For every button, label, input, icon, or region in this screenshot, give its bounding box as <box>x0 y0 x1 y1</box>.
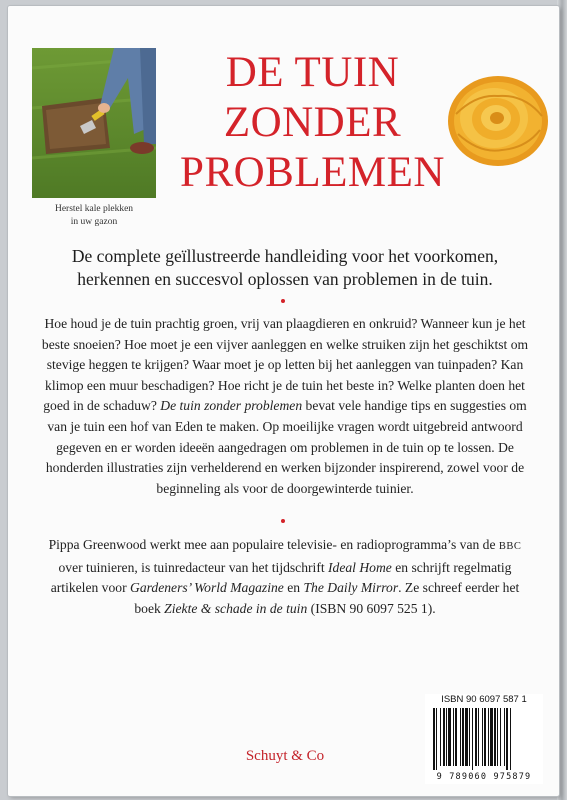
title-line-2: ZONDER <box>223 99 402 146</box>
title-line-1: DE TUIN <box>225 49 400 96</box>
isbn-label: ISBN 90 6097 587 1 <box>441 694 527 705</box>
description-questions: Hoe houd je de tuin prachtig groen, vrij van plaagdieren en onkruid? Wanneer kun je het beste snoeien? Hoe moet je een vijver aanleggen en welke struiken zijn het geschiktst om stevige heggen te krijgen? Waar moet je op letten bij het aanleggen van tuinpaden? Kan klimop een muur beschadigen? Hoe richt je de tuin het beste in? Welke planten doen het goed in de schaduw? <box>41 316 529 414</box>
bio-text-4: en <box>283 580 304 596</box>
bio-daily-mirror: The Daily Mirror <box>303 580 399 596</box>
bio-ziekte: Ziekte & schade in de tuin <box>164 600 308 616</box>
description-rest: bevat vele handige tips en suggesties om van je tuin een hof van Eden te maken. Op moeilijke vragen wordt uitgebreid antwoord gegeven en er worden ideeën aangedragen om problemen in de tuin op te lossen. De honderden illustraties zijn verhelderend en werken bijzonder inspirerend, zowel voor de beginneling als voor de doorgewinterde tuinier. <box>45 398 527 496</box>
barcode-bar <box>490 708 493 766</box>
barcode-bar <box>494 708 496 766</box>
yellow-rose-image <box>446 74 550 168</box>
author-bio <box>40 535 530 619</box>
photo-caption <box>32 203 156 229</box>
barcode-area <box>425 694 543 784</box>
title-line-3: PROBLEMEN <box>180 149 445 196</box>
separator-bullet-1 <box>281 299 285 303</box>
barcode-bar <box>488 708 489 766</box>
barcode-bar <box>440 708 441 766</box>
barcode-bar <box>504 708 505 766</box>
bio-text-5: . Ze schreef eerder het boek <box>134 580 520 616</box>
barcode-bar <box>500 708 501 766</box>
barcode-bar <box>482 708 483 766</box>
barcode-bar <box>433 708 435 770</box>
barcode-bar <box>462 708 464 766</box>
rose-icon <box>446 74 550 168</box>
barcode-bar <box>460 708 461 766</box>
bio-gardeners-world: Gardeners’ World Magazine <box>130 580 284 596</box>
separator-bullet-2 <box>281 519 285 523</box>
barcode-bar <box>484 708 486 766</box>
barcode-bar <box>453 708 454 766</box>
photo-caption-line-1: Herstel kale plekken <box>54 204 134 214</box>
bio-text-1: Pippa Greenwood werkt mee aan populaire televisie- en radioprogramma’s van de <box>48 537 499 552</box>
book-title <box>180 48 445 198</box>
barcode-bar <box>455 708 457 766</box>
barcode-bar <box>436 708 437 770</box>
photo-caption-line-2: in uw gazon <box>70 217 118 227</box>
barcode-bar <box>510 708 511 770</box>
barcode-bar <box>497 708 498 766</box>
lead-paragraph: De complete geïllustreerde handleiding voor het voorkomen, herkennen en succesvol oplossen van problemen in de tuin. <box>71 246 499 289</box>
bio-text-2: over tuinieren, is tuinredacteur van het tijdschrift <box>58 559 329 575</box>
barcode-bar <box>469 708 470 766</box>
barcode-bar <box>443 708 445 766</box>
publisher-name: Schuyt & Co <box>245 748 325 764</box>
barcode-bar <box>475 708 477 766</box>
barcode-bar <box>448 708 451 766</box>
barcode-bar <box>465 708 468 766</box>
ean-number: 9 789060 975879 <box>436 772 532 782</box>
bio-text-6: (ISBN 90 6097 525 1). <box>307 600 436 616</box>
bio-text-3: en schrijft regelmatig artikelen voor <box>50 559 512 596</box>
description-book-title: De tuin zonder problemen <box>160 398 303 414</box>
bio-ideal-home: Ideal Home <box>328 559 392 575</box>
description-paragraph <box>40 314 530 499</box>
barcode-bar <box>478 708 479 766</box>
barcode-icon <box>429 708 539 770</box>
bio-bbc: BBC <box>498 541 522 552</box>
lawn-repair-illustration <box>32 48 156 198</box>
barcode-bar <box>472 708 473 770</box>
barcode-bar <box>506 708 508 770</box>
barcode-bar <box>446 708 447 766</box>
lawn-repair-photo <box>32 48 156 198</box>
